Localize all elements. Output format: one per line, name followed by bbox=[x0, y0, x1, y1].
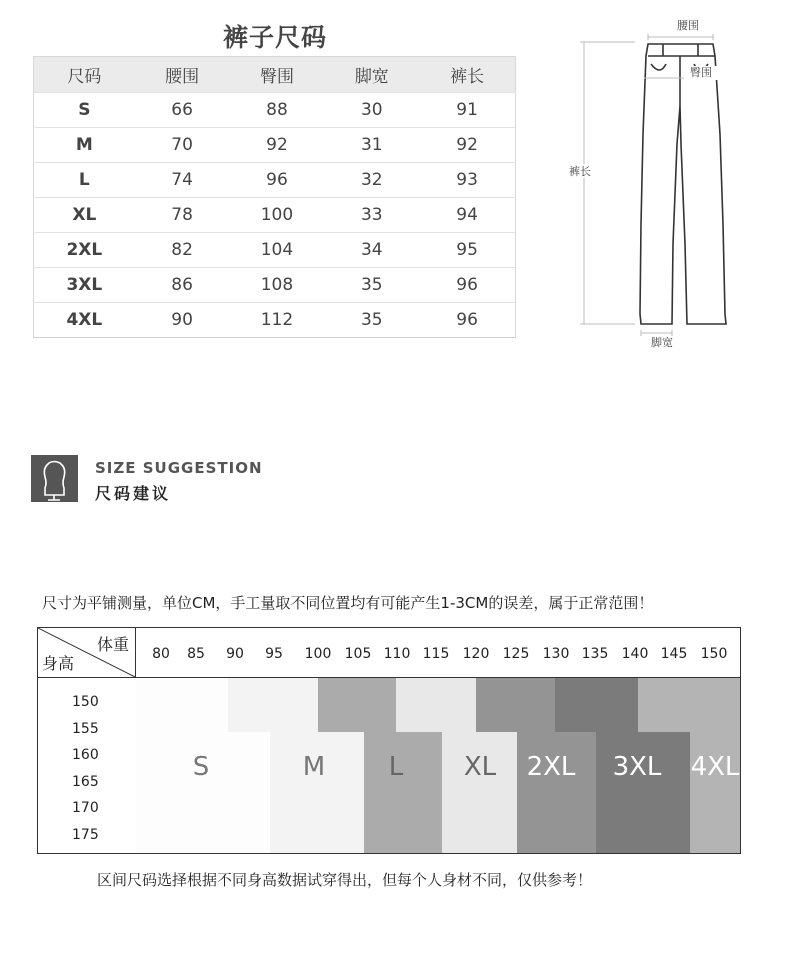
table-header-row bbox=[34, 57, 516, 93]
size-zone-label: L bbox=[388, 752, 404, 782]
height-value: 150 bbox=[72, 694, 99, 710]
suggestion-title-en: SIZE SUGGESTION bbox=[95, 459, 263, 477]
cell-length: 93 bbox=[419, 163, 515, 198]
cell-length: 95 bbox=[419, 233, 515, 268]
cell-hip: 88 bbox=[230, 93, 325, 128]
header-leg-width: 脚宽 bbox=[324, 57, 419, 93]
cell-leg-width: 35 bbox=[324, 303, 419, 338]
cell-leg-width: 32 bbox=[324, 163, 419, 198]
table-row bbox=[34, 93, 516, 128]
size-zone-label: 4XL bbox=[690, 752, 740, 782]
size-zone-lower bbox=[517, 732, 596, 854]
height-value: 155 bbox=[72, 720, 99, 737]
cell-length: 96 bbox=[419, 268, 515, 303]
cell-length: 91 bbox=[419, 93, 515, 128]
weight-value: 100 bbox=[304, 646, 332, 662]
size-zone-label: M bbox=[302, 752, 326, 782]
cell-size: S bbox=[34, 93, 135, 128]
cell-leg-width: 31 bbox=[324, 128, 419, 163]
cell-hip: 100 bbox=[230, 198, 325, 233]
size-zone-upper bbox=[318, 678, 396, 732]
disclaimer-note: 区间尺码选择根据不同身高数据试穿得出，但每个人身材不同，仅供参考！ bbox=[97, 871, 593, 889]
table-row bbox=[34, 163, 516, 198]
header-length: 裤长 bbox=[419, 57, 515, 93]
cell-hip: 96 bbox=[230, 163, 325, 198]
cell-size: 3XL bbox=[34, 268, 135, 303]
size-zone-lower bbox=[442, 732, 517, 854]
weight-value: 85 bbox=[187, 646, 205, 662]
weight-value: 105 bbox=[344, 646, 372, 662]
size-zone-lower bbox=[690, 732, 741, 854]
header-size: 尺码 bbox=[34, 57, 135, 93]
size-zone-lower bbox=[136, 732, 270, 854]
size-zone-label: 3XL bbox=[612, 752, 662, 782]
cell-leg-width: 34 bbox=[324, 233, 419, 268]
cell-size: XL bbox=[34, 198, 135, 233]
size-zone-lower bbox=[596, 732, 690, 854]
pants-outline-icon bbox=[640, 44, 726, 324]
weight-value: 120 bbox=[462, 646, 490, 662]
table-row bbox=[34, 198, 516, 233]
cell-size: 4XL bbox=[34, 303, 135, 338]
cell-hip: 108 bbox=[230, 268, 325, 303]
length-label: 裤长 bbox=[569, 165, 591, 178]
pants-size-title: 裤子尺码 bbox=[222, 23, 327, 52]
weight-axis-label: 体重 bbox=[96, 635, 129, 654]
cell-size: L bbox=[34, 163, 135, 198]
cell-waist: 74 bbox=[135, 163, 230, 198]
cell-waist: 70 bbox=[135, 128, 230, 163]
mannequin-icon bbox=[31, 455, 78, 502]
height-value: 160 bbox=[72, 747, 99, 763]
size-zone-upper bbox=[136, 678, 228, 732]
size-zone-lower bbox=[364, 732, 442, 854]
header-waist: 腰围 bbox=[135, 57, 230, 93]
size-zone-upper bbox=[396, 678, 476, 732]
weight-value: 80 bbox=[152, 646, 170, 662]
cell-size: 2XL bbox=[34, 233, 135, 268]
weight-value: 125 bbox=[502, 646, 530, 662]
cell-waist: 86 bbox=[135, 268, 230, 303]
chart-corner-cell bbox=[38, 628, 136, 678]
weight-value: 115 bbox=[422, 646, 450, 662]
weight-value: 150 bbox=[700, 646, 728, 662]
weight-value: 90 bbox=[226, 646, 244, 662]
size-zone-upper bbox=[476, 678, 555, 732]
cell-size: M bbox=[34, 128, 135, 163]
cell-leg-width: 33 bbox=[324, 198, 419, 233]
weight-value: 140 bbox=[621, 646, 649, 662]
cell-hip: 104 bbox=[230, 233, 325, 268]
cell-waist: 66 bbox=[135, 93, 230, 128]
size-recommendation-chart bbox=[37, 627, 741, 854]
size-zone-lower bbox=[270, 732, 364, 854]
waist-label: 腰围 bbox=[677, 19, 699, 32]
cell-hip: 92 bbox=[230, 128, 325, 163]
cell-waist: 78 bbox=[135, 198, 230, 233]
table-row bbox=[34, 268, 516, 303]
size-zone-upper bbox=[555, 678, 638, 732]
size-zone-label: XL bbox=[463, 752, 497, 782]
height-value: 165 bbox=[72, 773, 99, 790]
height-value: 170 bbox=[72, 800, 99, 816]
pants-size-table bbox=[33, 56, 516, 338]
hip-label: 臀围 bbox=[690, 66, 712, 79]
cell-length: 94 bbox=[419, 198, 515, 233]
weight-value: 110 bbox=[383, 646, 411, 662]
cell-waist: 90 bbox=[135, 303, 230, 338]
pants-diagram bbox=[560, 14, 760, 354]
size-zone-upper bbox=[228, 678, 318, 732]
cell-length: 92 bbox=[419, 128, 515, 163]
cell-leg-width: 30 bbox=[324, 93, 419, 128]
table-row bbox=[34, 128, 516, 163]
weight-value: 130 bbox=[542, 646, 570, 662]
cell-hip: 112 bbox=[230, 303, 325, 338]
cell-length: 96 bbox=[419, 303, 515, 338]
size-zone-upper bbox=[638, 678, 741, 732]
size-zone-label: S bbox=[192, 752, 210, 782]
table-row bbox=[34, 233, 516, 268]
measurement-note: 尺寸为平铺测量，单位CM，手工量取不同位置均有可能产生1-3CM的误差，属于正常范围！ bbox=[42, 594, 654, 612]
weight-value: 95 bbox=[265, 646, 283, 662]
suggestion-title-cn: 尺码建议 bbox=[95, 484, 172, 503]
weight-value: 145 bbox=[660, 646, 688, 662]
weight-value: 135 bbox=[581, 646, 609, 662]
cell-waist: 82 bbox=[135, 233, 230, 268]
height-axis-label: 身高 bbox=[42, 654, 75, 673]
cell-leg-width: 35 bbox=[324, 268, 419, 303]
height-value: 175 bbox=[72, 826, 99, 843]
table-row bbox=[34, 303, 516, 338]
leg-width-label: 脚宽 bbox=[651, 336, 673, 349]
header-hip: 臀围 bbox=[230, 57, 325, 93]
size-zone-label: 2XL bbox=[526, 752, 576, 782]
